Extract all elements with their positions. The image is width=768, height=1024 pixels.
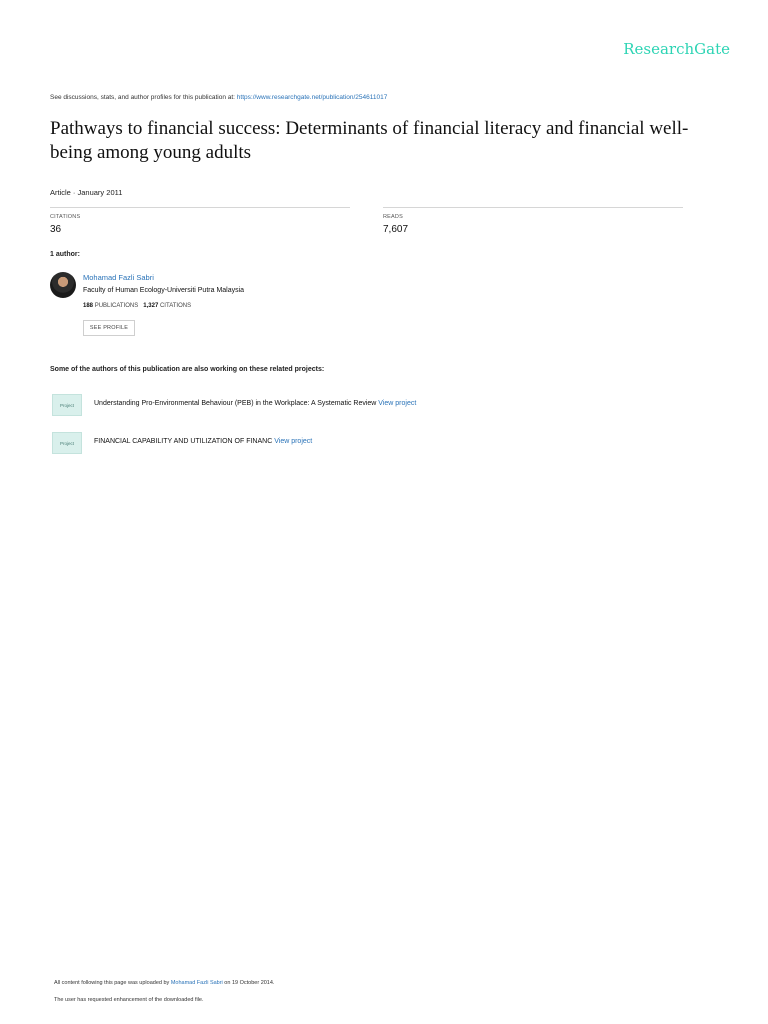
author-citations-count: 1,327: [143, 303, 159, 309]
researchgate-logo[interactable]: ResearchGate: [623, 40, 730, 58]
related-projects-header: Some of the authors of this publication are also working on these related projects:: [50, 366, 325, 373]
author-publications-label: PUBLICATIONS: [94, 303, 139, 309]
authors-header: 1 author:: [50, 251, 80, 258]
uploader-link[interactable]: Mohamad Fazli Sabri: [170, 980, 223, 986]
see-profile-button[interactable]: SEE PROFILE: [83, 320, 135, 336]
project-title: Understanding Pro-Environmental Behaviour (PEB) in the Workplace: A Systematic Review: [94, 400, 379, 407]
reads-value: 7,607: [383, 224, 409, 235]
author-citations-label: CITATIONS: [159, 303, 192, 309]
divider-left: [50, 207, 350, 208]
author-publications-count: 188: [83, 303, 94, 309]
upload-prefix: All content following this page was uploaded by: [54, 980, 171, 986]
discussion-prefix: See discussions, stats, and author profiles for this publication at:: [50, 94, 237, 101]
publication-url-link[interactable]: https://www.researchgate.net/publication/254611017: [236, 94, 388, 101]
divider-right: [383, 207, 683, 208]
author-affiliation: Faculty of Human Ecology-Universiti Putra Malaysia: [83, 287, 245, 294]
enhancement-note: The user has requested enhancement of the downloaded file.: [54, 997, 204, 1003]
reads-label: READS: [383, 214, 403, 220]
project-item: [94, 438, 312, 445]
author-avatar[interactable]: [50, 272, 76, 298]
citations-label: CITATIONS: [50, 214, 81, 220]
project-thumbnail[interactable]: Project: [52, 394, 82, 416]
author-stats: [83, 303, 191, 309]
project-title: FINANCIAL CAPABILITY AND UTILIZATION OF FINANC: [94, 438, 275, 445]
publication-title: Pathways to financial success: Determinants of financial literacy and financial well-being among young adults: [50, 118, 689, 163]
upload-suffix: on 19 October 2014.: [222, 980, 275, 986]
project-thumbnail[interactable]: Project: [52, 432, 82, 454]
author-name-link[interactable]: Mohamad Fazli Sabri: [83, 273, 154, 282]
citations-value: 36: [50, 224, 62, 235]
upload-note: [54, 980, 274, 986]
project-item: [94, 400, 416, 407]
view-project-link[interactable]: View project: [274, 438, 313, 445]
discussion-line: [50, 94, 387, 101]
publication-meta: Article · January 2011: [50, 188, 123, 197]
view-project-link[interactable]: View project: [378, 400, 417, 407]
